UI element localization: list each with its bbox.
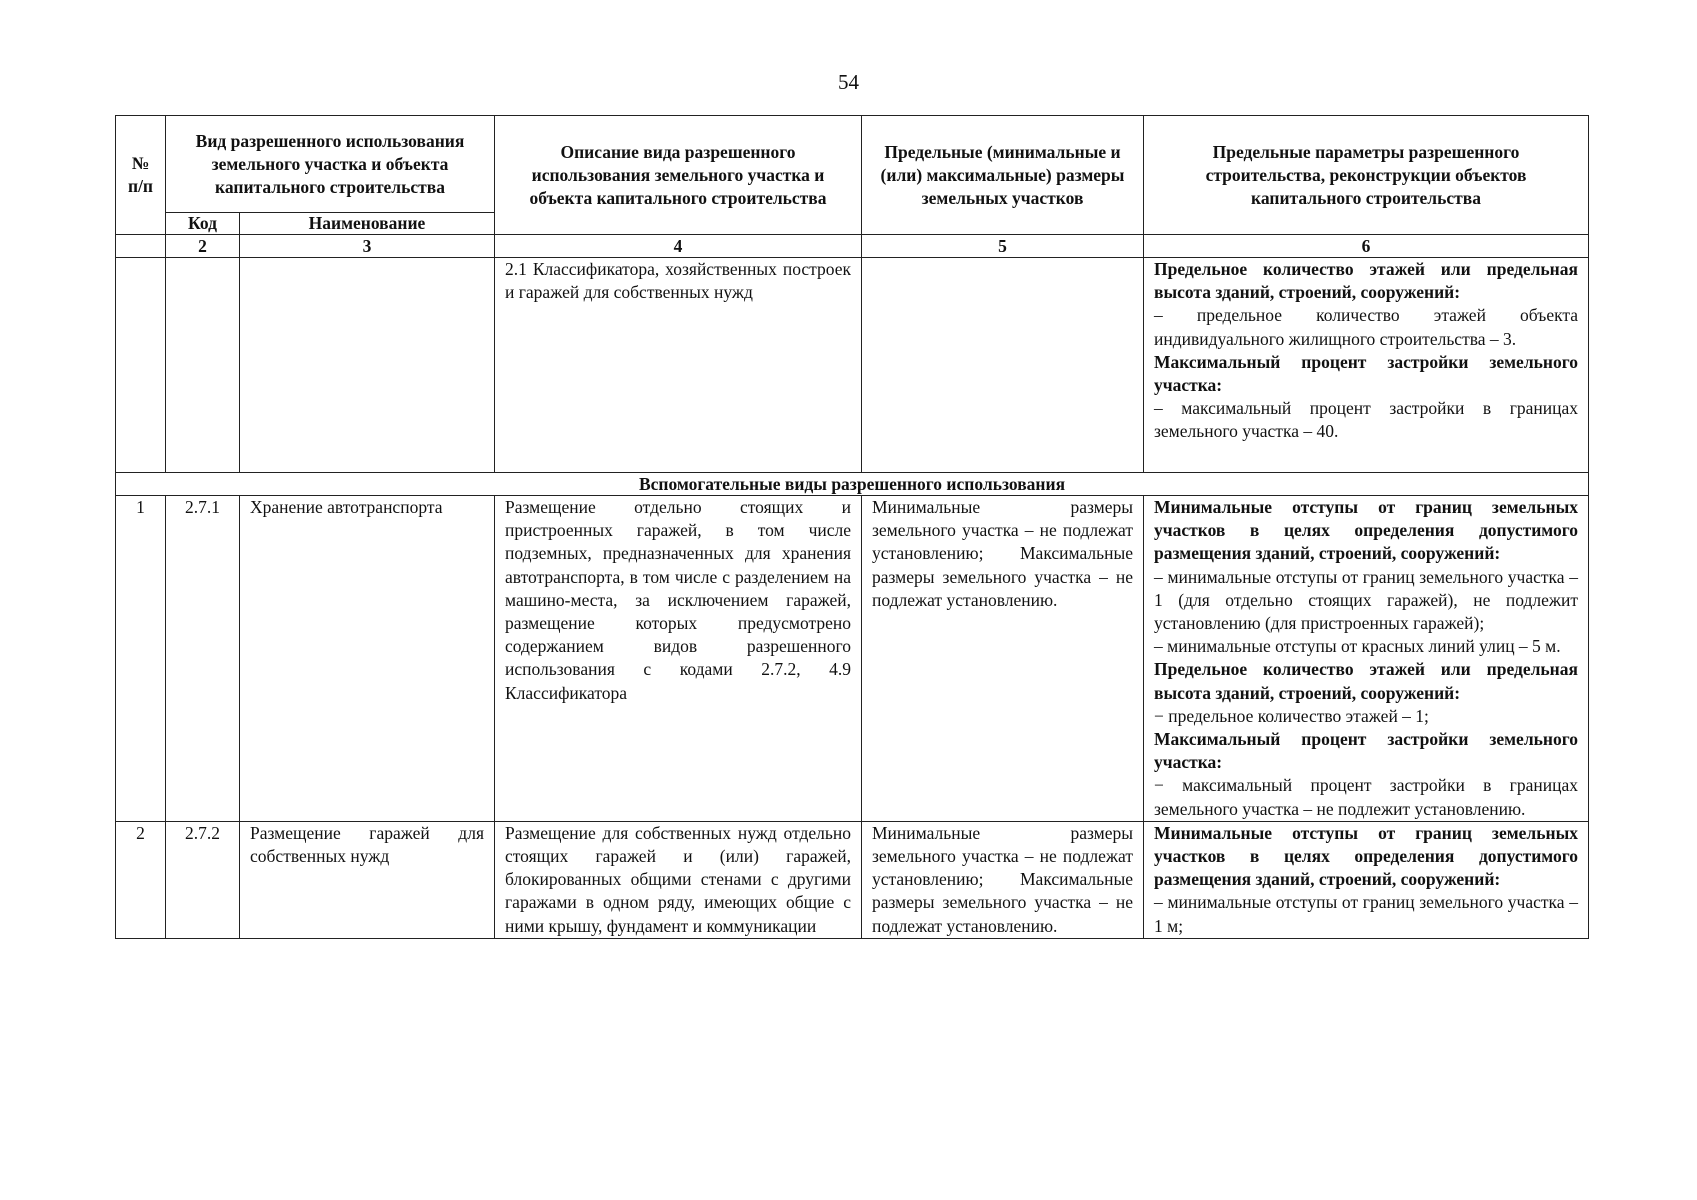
header-code: Код — [166, 213, 240, 235]
cell-params — [1144, 496, 1589, 822]
param-line: Предельное количество этажей или предельная высота зданий, строений, сооружений: — [1154, 659, 1578, 703]
cell-description: Размещение для собственных нужд отдельно стоящих гаражей и (или) гаражей, блокированных общими стенами с другими гаражами в одном ряду, имеющих общие с ними крышу, фундамент и коммуникации — [495, 821, 862, 938]
param-line: − максимальный процент застройки в границах земельного участка – не подлежит установлению. — [1154, 775, 1578, 819]
header-description: Описание вида разрешенного использования земельного участка и объекта капитального строительства — [495, 116, 862, 235]
header-name: Наименование — [240, 213, 495, 235]
table-row — [116, 821, 1589, 938]
header-kind: Вид разрешенного использования земельного участка и объекта капитального строительства — [166, 116, 495, 213]
page-number: 54 — [838, 70, 859, 94]
column-number: 6 — [1144, 235, 1589, 258]
param-line: − предельное количество этажей – 1; — [1154, 705, 1429, 726]
cell-description: 2.1 Классификатора, хозяйственных построек и гаражей для собственных нужд — [495, 258, 862, 473]
cell-code: 2.7.2 — [166, 821, 240, 938]
section-row — [116, 473, 1589, 496]
column-number: 2 — [166, 235, 240, 258]
param-line: – максимальный процент застройки в границах земельного участка – 40. — [1154, 398, 1578, 442]
param-line: Максимальный процент застройки земельного участка: — [1154, 351, 1578, 396]
cell-num: 2 — [116, 821, 166, 938]
param-line: – минимальные отступы от красных линий улиц – 5 м. — [1154, 636, 1561, 657]
cell-code: 2.7.1 — [166, 496, 240, 822]
param-line: – минимальные отступы от границ земельного участка – 1 м; — [1154, 892, 1578, 936]
cell-size: Минимальные размеры земельного участка – не подлежат установлению; Максимальные размеры земельного участка – не подлежат установлению. — [862, 821, 1144, 938]
column-number: 4 — [495, 235, 862, 258]
param-line: Максимальный процент застройки земельного участка: — [1154, 729, 1578, 773]
param-line: – минимальные отступы от границ земельного участка – 1 (для отдельно стоящих гаражей), не подлежит установлению (для пристроенных гаражей); — [1154, 566, 1578, 634]
land-use-table — [115, 115, 1589, 939]
cell-size: Минимальные размеры земельного участка – не подлежат установлению; Максимальные размеры земельного участка – не подлежат установлению. — [862, 496, 1144, 822]
param-line: Предельное количество этажей или предельная высота зданий, строений, сооружений: — [1154, 259, 1578, 303]
header-size: Предельные (минимальные и (или) максимальные) размеры земельных участков — [862, 116, 1144, 235]
cell-name: Размещение гаражей для собственных нужд — [240, 821, 495, 938]
cell-params — [1144, 258, 1589, 473]
header-params: Предельные параметры разрешенного строительства, реконструкции объектов капитального строительства — [1144, 116, 1589, 235]
param-line: Минимальные отступы от границ земельных участков в целях определения допустимого размещения зданий, строений, сооружений: — [1154, 497, 1578, 564]
table-row-continuation — [116, 258, 1589, 473]
cell-name: Хранение автотранспорта — [240, 496, 495, 822]
column-number: 5 — [862, 235, 1144, 258]
param-line: Минимальные отступы от границ земельных участков в целях определения допустимого размещения зданий, строений, сооружений: — [1154, 822, 1578, 890]
cell-num: 1 — [116, 496, 166, 822]
column-number-empty — [116, 235, 166, 258]
param-line: – предельное количество этажей объекта индивидуального жилищного строительства – 3. — [1154, 305, 1578, 349]
table-row — [116, 496, 1589, 822]
section-title: Вспомогательные виды разрешенного использования — [116, 473, 1589, 496]
cell-description: Размещение отдельно стоящих и пристроенных гаражей, в том числе подземных, предназначенных для хранения автотранспорта, в том числе с разделением на машино-места, за исключением гаражей, размещение которых предусмотрено содержанием видов разрешенного использования с кодами 2.7.2, 4.9 Классификатора — [495, 496, 862, 822]
header-num: № п/п — [116, 116, 166, 235]
column-number: 3 — [240, 235, 495, 258]
column-numbers-row — [116, 235, 1589, 258]
cell-params — [1144, 821, 1589, 938]
